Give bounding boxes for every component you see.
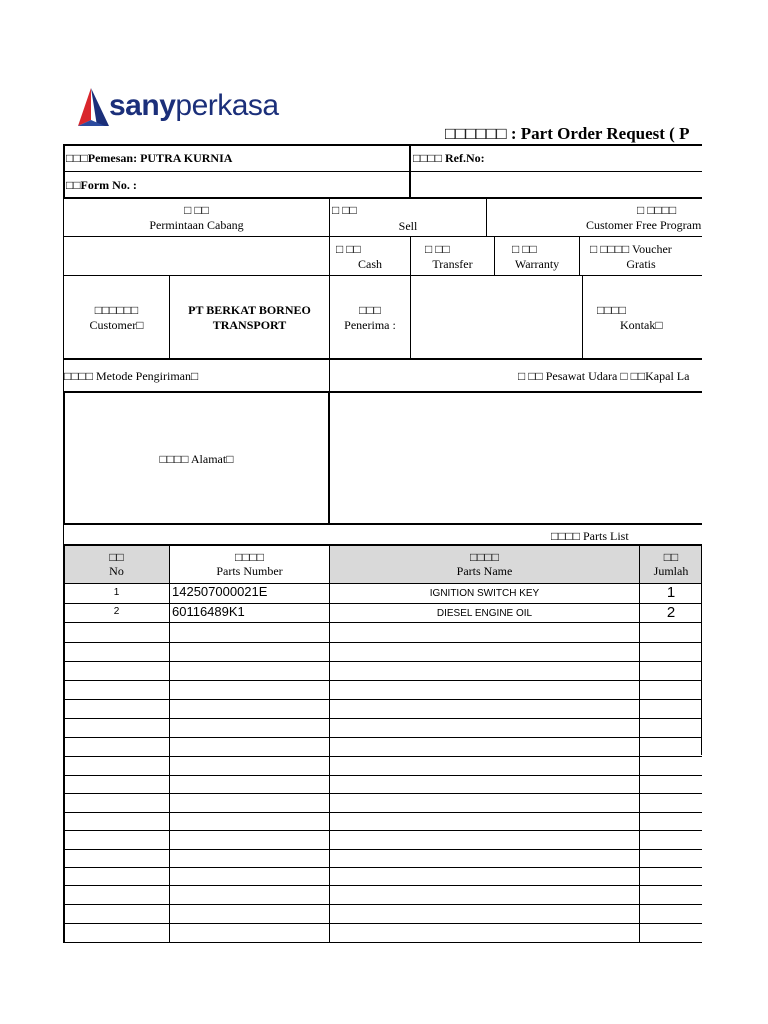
pemesan-field: □□□Pemesan: PUTRA KURNIA (66, 151, 233, 165)
sany-perkasa-logo (71, 84, 279, 131)
row2-qty: 2 (666, 604, 676, 621)
table-row-line (63, 642, 702, 643)
table-row-line (63, 737, 702, 738)
row1-part-number: 142507000021E (172, 584, 268, 599)
col-part-name-label: Parts Name (456, 564, 513, 578)
table-row-line (63, 756, 702, 757)
warranty-label: Warranty (514, 257, 560, 271)
table-row-line (63, 923, 702, 924)
voucher-checkbox[interactable]: □ □□□□ Voucher (590, 242, 672, 256)
row2-no: 2 (113, 606, 120, 617)
transfer-label: Transfer (432, 257, 473, 271)
sell-checkbox[interactable]: □ □□ (332, 203, 357, 217)
customer-name-line2: TRANSPORT (212, 318, 287, 332)
row2-part-number: 60116489K1 (172, 604, 245, 619)
table-row-line (63, 603, 702, 604)
col-no-cn: □□ (109, 550, 124, 564)
customer-cn-label: □□□□□□ (94, 303, 139, 317)
warranty-checkbox[interactable]: □ □□ (512, 242, 537, 256)
cash-checkbox[interactable]: □ □□ (336, 242, 361, 256)
table-row-line (63, 867, 702, 868)
ref-no-field: □□□□ Ref.No: (413, 151, 485, 165)
table-row-line (63, 680, 702, 681)
transfer-checkbox[interactable]: □ □□ (425, 242, 450, 256)
penerima-label: Penerima : (344, 318, 396, 332)
customer-label: Customer□ (89, 318, 144, 332)
table-row-line (63, 718, 702, 719)
table-row-line (63, 830, 702, 831)
row2-part-name: DIESEL ENGINE OIL (436, 608, 533, 619)
customer-name-line1: PT BERKAT BORNEO (188, 303, 311, 317)
kontak-cn-label: □□□□ (597, 303, 626, 317)
col-part-name-cn: □□□□ (470, 550, 499, 564)
table-row-line (63, 849, 702, 850)
parts-list-label: □□□□ Parts List (551, 529, 629, 543)
table-row-line (63, 812, 702, 813)
free-program-label: Customer Free Program (586, 218, 702, 232)
address-label: □□□□ Alamat□ (159, 452, 234, 466)
penerima-cn-label: □□□ (359, 303, 381, 317)
logo-triangle-icon (75, 86, 111, 128)
sell-label: Sell (398, 219, 418, 233)
row1-no: 1 (113, 587, 120, 598)
table-column-line (329, 545, 330, 943)
shipping-method-options[interactable]: □ □□ Pesawat Udara □ □□Kapal La (518, 369, 690, 383)
row1-qty: 1 (666, 584, 676, 601)
form-title: □□□□□□ : Part Order Request ( P (445, 124, 690, 143)
table-row-line (63, 622, 702, 623)
table-row-line (63, 904, 702, 905)
col-qty-cn: □□ (663, 550, 679, 564)
col-part-number-cn: □□□□ (235, 550, 264, 564)
branch-request-checkbox[interactable]: □ □□ (184, 203, 209, 217)
row1-part-name: IGNITION SWITCH KEY (429, 588, 540, 599)
table-row-line (63, 793, 702, 794)
table-row-line (63, 942, 702, 943)
logo-brand-bold: sany (109, 89, 176, 122)
table-row-line (63, 661, 702, 662)
col-qty-label: Jumlah (653, 564, 689, 578)
logo-brand-light: perkasa (175, 89, 279, 122)
branch-request-label: Permintaan Cabang (149, 218, 244, 232)
col-no-label: No (109, 564, 124, 578)
table-row-line (63, 885, 702, 886)
cash-label: Cash (358, 257, 382, 271)
free-program-checkbox[interactable]: □ □□□□ (637, 203, 677, 217)
table-row-line (63, 775, 702, 776)
shipping-method-label: □□□□ Metode Pengiriman□ (64, 369, 199, 383)
form-no-field: □□Form No. : (66, 178, 137, 192)
kontak-label: Kontak□ (620, 318, 663, 332)
table-row-line (63, 699, 702, 700)
voucher-label: Gratis (626, 257, 656, 271)
col-part-number-label: Parts Number (216, 564, 283, 578)
table-column-line (169, 545, 170, 943)
